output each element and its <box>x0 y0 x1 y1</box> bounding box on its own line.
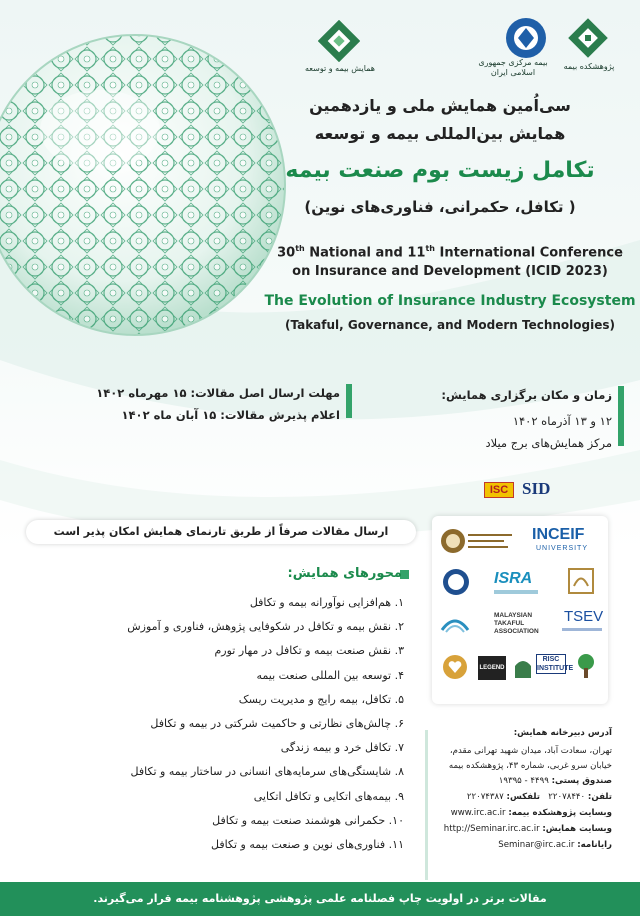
address-phone: تلفن: ۲۲۰۷۸۴۴۰ تلفکس: ۲۲۰۷۴۳۸۷ <box>466 792 612 802</box>
isc-logo: ISC <box>484 482 514 498</box>
submission-deadline: مهلت ارسال اصل مقالات: ۱۵ مهرماه ۱۴۰۲ <box>96 386 340 400</box>
inceif-logo: INCEIF <box>532 526 585 543</box>
axis-item: ۹. بیمه‌های اتکایی و تکافل اتکایی <box>253 789 404 803</box>
submission-note: ارسال مقالات صرفاً از طریق تارنمای همایش امکان پذیر است <box>26 520 416 544</box>
axis-item: ۶. چالش‌های نظارتی و حاکمیت شرکتی در بیمه و تکافل <box>150 717 404 730</box>
title-fa-theme: تکامل زیست بوم صنعت بیمه <box>285 158 595 183</box>
email-link[interactable]: Seminar@irc.ac.ir <box>498 840 575 850</box>
heart-emblem-logo <box>442 654 468 680</box>
title-fa-line1: سی‌اُمین همایش ملی و یازدهمین <box>309 96 571 115</box>
deadline-accent-bar <box>346 384 352 418</box>
acceptance-deadline: اعلام پذیرش مقالات: ۱۵ آبان ماه ۱۴۰۲ <box>121 408 340 422</box>
conference-logo <box>318 20 360 62</box>
sid-logo: SID <box>522 479 551 498</box>
venue-accent-bar <box>618 386 624 446</box>
address-line2: خیابان سرو غربی، شماره ۴۳، پژوهشکده بیمه <box>448 761 612 771</box>
tree-logo <box>572 652 600 680</box>
address-email: رایانامه: Seminar@irc.ac.ir <box>498 840 612 850</box>
axis-item: ۴. توسعه بین المللی صنعت بیمه <box>256 668 404 682</box>
isra-logo: ISRA <box>494 570 533 587</box>
mosque-logo <box>512 654 534 680</box>
axis-item: ۵. تکافل، بیمه رایج و مدیریت ریسک <box>238 692 404 706</box>
axis-item: ۱. هم‌افزایی نوآورانه بیمه و تکافل <box>249 596 404 609</box>
axis-item: ۳. نقش صنعت بیمه و تکافل در مهار تورم <box>214 644 404 658</box>
title-fa-line2: همایش بین‌المللی بیمه و توسعه <box>314 124 566 143</box>
partner-logos-panel <box>432 516 608 704</box>
axis-item: ۷. تکافل خرد و بیمه زندگی <box>280 741 404 755</box>
islamic-university-text <box>468 532 512 548</box>
inceif-subtitle: UNIVERSITY <box>536 545 589 552</box>
axis-item: ۱۰. حکمرانی هوشمند صنعت بیمه و تکافل <box>212 813 404 827</box>
malaysian-takaful-association-logo: MALAYSIAN TAKAFUL ASSOCIATION <box>494 612 539 635</box>
insurance-research-center-logo <box>566 16 610 60</box>
title-fa-subtheme: ( تکافل، حکمرانی، فناوری‌های نوین) <box>304 198 576 216</box>
axes-title: محورهای همایش: <box>287 566 402 581</box>
risc-institute-logo: RISC INSTITUTE <box>537 656 574 672</box>
takaful-curve-logo <box>440 612 470 636</box>
title-en-subtheme: (Takaful, Governance, and Modern Technologies) <box>284 318 616 332</box>
central-insurance-logo <box>504 16 548 60</box>
address-line1: تهران، سعادت آباد، میدان شهید تهرانی مقدم، <box>449 746 612 756</box>
pattern-globe-image <box>0 20 300 350</box>
venue-heading: زمان و مکان برگزاری همایش: <box>441 388 612 402</box>
insurance-research-center-caption: پژوهشکده بیمه <box>563 62 615 71</box>
islamic-university-logo <box>440 528 466 554</box>
tsev-logo: TSEV <box>564 608 604 625</box>
axis-item: ۲. نقش بیمه و تکافل در شکوفایی پژوهش، فناوری و آموزش <box>127 620 404 634</box>
isra-tagline <box>494 590 538 594</box>
footer-note: مقالات برتر در اولویت چاپ فصلنامه علمی پژوهشی پژوهشنامه بیمه قرار می‌گیرند. <box>93 892 547 905</box>
address-website-conference: وبسایت همایش: http://Seminar.irc.ac.ir <box>443 824 612 834</box>
title-en-line2: on Insurance and Development (ICID 2023) <box>292 264 608 279</box>
venue-place: مرکز همایش‌های برج میلاد <box>485 436 612 450</box>
legend-logo: LEGEND <box>478 656 506 680</box>
venue-date: ۱۲ و ۱۳ آذرماه ۱۴۰۲ <box>512 414 612 428</box>
research-website-link[interactable]: www.irc.ac.ir <box>450 808 506 818</box>
calligraphy-logo <box>566 566 596 596</box>
address-divider <box>425 730 428 880</box>
address-pobox: صندوق پستی: ۴۴۹۹ - ۱۹۳۹۵ <box>498 776 612 786</box>
axis-item: ۸. شایستگی‌های سرمایه‌های انسانی در ساختار بیمه و تکافل <box>130 765 404 779</box>
central-insurance-caption: بیمه مرکزی جمهوری اسلامی ایران <box>478 58 548 77</box>
title-en-line1: 30th National and 11th International Conference <box>277 244 623 261</box>
axis-item: ۱۱. فناوری‌های نوین و صنعت بیمه و تکافل <box>210 838 404 851</box>
conference-logo-caption: همایش بیمه و توسعه <box>305 64 375 73</box>
tsev-subtitle <box>562 628 602 631</box>
university-seal-logo <box>442 568 470 596</box>
title-en-theme: The Evolution of Insurance Industry Ecosystem <box>264 293 636 309</box>
conference-website-link[interactable]: http://Seminar.irc.ac.ir <box>443 824 540 834</box>
address-website-research: وبسایت پژوهشکده بیمه: www.irc.ac.ir <box>450 808 612 818</box>
address-heading: آدرس دبیرخانه همایش: <box>513 728 612 738</box>
